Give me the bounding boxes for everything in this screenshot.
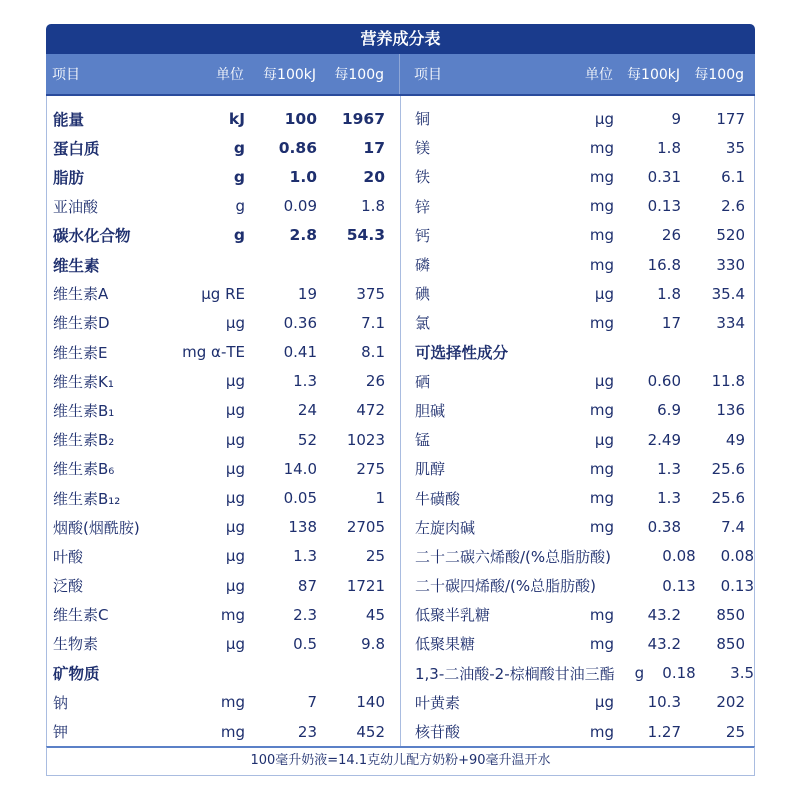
per100kj-value: 0.05 [283,489,317,508]
nutrient-name: 低聚果糖 [415,635,476,654]
per100kj-value: 0.41 [283,343,317,362]
unit-cell: μg [225,576,245,595]
table-body [46,104,755,746]
table-row [47,221,400,250]
unit-cell: g [235,197,245,216]
per100g-value: 2705 [346,518,385,537]
nutrient-name: 维生素K₁ [53,372,114,391]
table-row: 1,3-二油酸-2-棕榈酸甘油三酯 g 0.18 3.5 [401,659,754,688]
per100kj-value: 0.5 [293,634,317,653]
nutrient-name: 亚油酸 [53,197,99,216]
per100kj-value: 1.3 [293,547,317,566]
nutrient-name: 叶酸 [53,547,84,566]
nutrient-name: 钾 [53,723,69,742]
per100g-value: 25.6 [711,489,745,508]
table-row [401,483,754,512]
nutrient-name: 叶黄素 [415,693,461,712]
table-row [47,279,400,308]
nutrient-name: 可选择性成分 [415,344,509,363]
header-per100g: 每100g [694,67,744,83]
per100g-value: 0.08 [720,547,755,566]
right-header [400,54,755,94]
unit-cell: mg [589,197,614,216]
per100g-value: 520 [716,226,745,245]
table-row [401,542,754,571]
table-row [401,717,754,746]
table-row [401,192,754,221]
unit-cell: μg [594,430,614,449]
nutrient-name: 碘 [415,285,431,304]
per100g-value: 330 [716,255,745,274]
per100kj-value: 1.27 [647,722,681,741]
table-row [47,133,400,162]
unit-cell: μg [225,489,245,508]
per100g-value: 136 [716,401,745,420]
nutrient-name: 锌 [415,197,431,216]
table-row [47,162,400,191]
per100g-value: 8.1 [361,343,385,362]
unit-cell: mg [589,401,614,420]
unit-cell: μg [225,634,245,653]
nutrient-name: 维生素B₆ [53,460,115,479]
left-header [46,54,400,94]
nutrient-name: 胆碱 [415,401,446,420]
per100g-value: 1.8 [361,197,385,216]
per100kj-value: 43.2 [647,634,681,653]
per100g-value: 11.8 [711,372,745,391]
nutrient-name: 维生素B₁ [53,401,115,420]
header-unit: 单位 [585,67,613,83]
nutrient-name: 钠 [53,693,69,712]
per100kj-value: 87 [297,576,317,595]
table-row [47,104,400,133]
unit-cell: g [233,138,245,157]
per100kj-value: 1.8 [657,138,681,157]
per100kj-value: 0.09 [283,197,317,216]
header-unit: 单位 [216,67,244,83]
unit-cell: mg [589,518,614,537]
per100g-value: 375 [356,284,385,303]
per100kj-value: 2.8 [289,226,317,245]
per100kj-value: 1.3 [293,372,317,391]
table-title: 营养成分表 [46,24,755,54]
per100kj-value: 2.3 [293,605,317,624]
unit-cell: μg [594,372,614,391]
table-row [401,279,754,308]
table-row [401,308,754,337]
per100kj-value: 0.38 [647,518,681,537]
unit-cell: μg [594,109,614,128]
unit-cell: μg [594,284,614,303]
per100g-value: 1721 [346,576,385,595]
nutrient-name: 低聚半乳糖 [415,606,491,625]
table-row [401,688,754,717]
nutrient-name: 氯 [415,314,431,333]
table-row [47,308,400,337]
unit-cell: μg [225,313,245,332]
unit-cell: kJ [228,109,245,128]
unit-cell: μg [225,430,245,449]
unit-cell: g [233,226,245,245]
table-row [401,629,754,658]
nutrient-name: 二十碳四烯酸/(%总脂肪酸) [415,577,597,596]
table-row [47,659,400,688]
per100kj-value: 1.8 [657,284,681,303]
nutrient-name: 维生素C [53,606,109,625]
per100kj-value: 1.3 [657,459,681,478]
nutrient-name: 锰 [415,431,431,450]
unit-cell: mg [589,722,614,741]
unit-cell: mg [589,226,614,245]
nutrient-name: 1,3-二油酸-2-棕榈酸甘油三酯 [415,664,615,683]
per100kj-value: 23 [297,722,317,741]
per100kj-value: 24 [297,401,317,420]
table-row [401,396,754,425]
nutrient-name: 铜 [415,110,431,129]
unit-cell: mg [220,693,245,712]
unit-cell: mg α-TE [182,343,245,362]
per100g-value: 2.6 [721,197,745,216]
table-row [401,367,754,396]
unit-cell: mg [589,313,614,332]
table-row [47,192,400,221]
footer-note: 100毫升奶液=14.1克幼儿配方奶粉+90毫升温开水 [46,746,755,776]
header-item: 项目 [52,67,80,83]
table-row [47,338,400,367]
unit-cell: g [233,167,245,186]
per100g-value: 54.3 [346,226,385,245]
unit-cell: μg [594,693,614,712]
per100kj-value: 1.3 [657,489,681,508]
unit-cell: mg [220,722,245,741]
nutrient-name: 烟酸(烟酰胺) [53,518,140,537]
per100g-value: 850 [716,605,745,624]
per100g-value: 6.1 [721,167,745,186]
nutrient-name: 镁 [415,139,431,158]
per100kj-value: 19 [297,284,317,303]
per100kj-value: 7 [307,693,317,712]
table-row [47,513,400,542]
header-item: 项目 [414,67,442,83]
unit-cell: mg [589,255,614,274]
per100g-value: 140 [356,693,385,712]
per100g-value: 1 [375,489,385,508]
per100kj-value: 10.3 [647,693,681,712]
per100g-value: 20 [363,167,385,186]
table-row [47,542,400,571]
per100kj-value: 43.2 [647,605,681,624]
per100g-value: 334 [716,313,745,332]
nutrient-name: 牛磺酸 [415,489,461,508]
nutrient-name: 脂肪 [53,168,85,187]
per100g-value: 472 [356,401,385,420]
per100kj-value: 100 [284,109,317,128]
table-row [401,454,754,483]
table-row [47,396,400,425]
nutrient-name: 铁 [415,168,431,187]
nutrient-name: 二十二碳六烯酸/(%总脂肪酸) [415,547,612,566]
header-per100kj: 每100kJ [627,67,680,83]
per100g-value: 25 [365,547,385,566]
per100g-value: 452 [356,722,385,741]
table-row [47,454,400,483]
table-row [401,104,754,133]
column-header-row [46,54,755,96]
per100g-value: 35.4 [711,284,745,303]
table-row [401,571,754,600]
nutrient-name: 维生素 [53,256,100,275]
per100kj-value: 0.60 [647,372,681,391]
table-row [401,250,754,279]
nutrient-name: 维生素A [53,285,109,304]
per100kj-value: 0.36 [283,313,317,332]
per100g-value: 25 [725,722,745,741]
unit-cell: μg [225,459,245,478]
nutrient-name: 能量 [53,110,85,129]
per100g-value: 26 [365,372,385,391]
table-row [47,483,400,512]
nutrient-name: 肌醇 [415,460,446,479]
per100kj-value: 16.8 [647,255,681,274]
table-row [401,513,754,542]
per100kj-value: 0.13 [662,576,696,595]
per100g-value: 35 [725,138,745,157]
per100kj-value: 14.0 [283,459,317,478]
per100g-value: 275 [356,459,385,478]
unit-cell: mg [589,167,614,186]
nutrition-table [46,24,755,776]
nutrient-name: 磷 [415,256,431,275]
unit-cell: μg [225,518,245,537]
per100g-value: 177 [716,109,745,128]
per100kj-value: 17 [661,313,681,332]
left-column [47,104,401,746]
nutrient-name: 左旋肉碱 [415,518,476,537]
table-row [47,717,400,746]
per100g-value: 202 [716,693,745,712]
per100kj-value: 138 [288,518,317,537]
unit-cell: mg [589,138,614,157]
per100g-value: 7.4 [721,518,745,537]
per100g-value: 1967 [341,109,385,128]
table-row [47,250,400,279]
right-column [401,104,754,746]
per100kj-value: 0.08 [662,547,696,566]
table-row [401,221,754,250]
per100g-value: 1023 [346,430,385,449]
per100g-value: 9.8 [361,634,385,653]
per100kj-value: 9 [671,109,681,128]
nutrient-name: 碳水化合物 [53,227,131,246]
per100kj-value: 0.18 [662,664,696,683]
table-row [47,600,400,629]
table-row [47,629,400,658]
per100g-value: 850 [716,634,745,653]
unit-cell: mg [589,489,614,508]
per100g-value: 49 [725,430,745,449]
nutrient-name: 维生素D [53,314,110,333]
header-per100g: 每100g [334,67,384,83]
table-row [47,425,400,454]
per100g-value: 7.1 [361,313,385,332]
table-row [401,162,754,191]
nutrient-name: 钙 [415,226,431,245]
nutrient-name: 硒 [415,372,431,391]
per100kj-value: 0.13 [647,197,681,216]
unit-cell: mg [589,459,614,478]
per100kj-value: 6.9 [657,401,681,420]
nutrient-name: 蛋白质 [53,139,100,158]
unit-cell: μg [225,547,245,566]
table-row [47,571,400,600]
per100g-value: 0.13 [720,576,755,595]
per100kj-value: 26 [661,226,681,245]
table-row [401,338,754,367]
nutrient-name: 泛酸 [53,577,84,596]
table-row [401,425,754,454]
per100g-value: 3.5 [730,664,755,683]
table-row [47,367,400,396]
per100kj-value: 0.86 [278,138,317,157]
per100kj-value: 1.0 [289,167,317,186]
unit-cell: mg [589,605,614,624]
nutrient-name: 维生素B₁₂ [53,489,121,508]
nutrient-name: 矿物质 [53,665,100,684]
nutrient-name: 维生素E [53,343,108,362]
per100kj-value: 0.31 [647,167,681,186]
nutrient-name: 生物素 [53,635,99,654]
per100g-value: 45 [365,605,385,624]
table-row [401,133,754,162]
per100kj-value: 2.49 [647,430,681,449]
per100g-value: 17 [363,138,385,157]
per100g-value: 25.6 [711,459,745,478]
nutrient-name: 核苷酸 [415,723,461,742]
table-row [401,600,754,629]
nutrient-name: 维生素B₂ [53,431,115,450]
table-row [47,688,400,717]
header-per100kj: 每100kJ [263,67,316,83]
unit-cell: mg [589,634,614,653]
unit-cell: μg [225,372,245,391]
per100kj-value: 52 [297,430,317,449]
unit-cell: μg RE [201,284,245,303]
unit-cell: μg [225,401,245,420]
unit-cell: mg [220,605,245,624]
